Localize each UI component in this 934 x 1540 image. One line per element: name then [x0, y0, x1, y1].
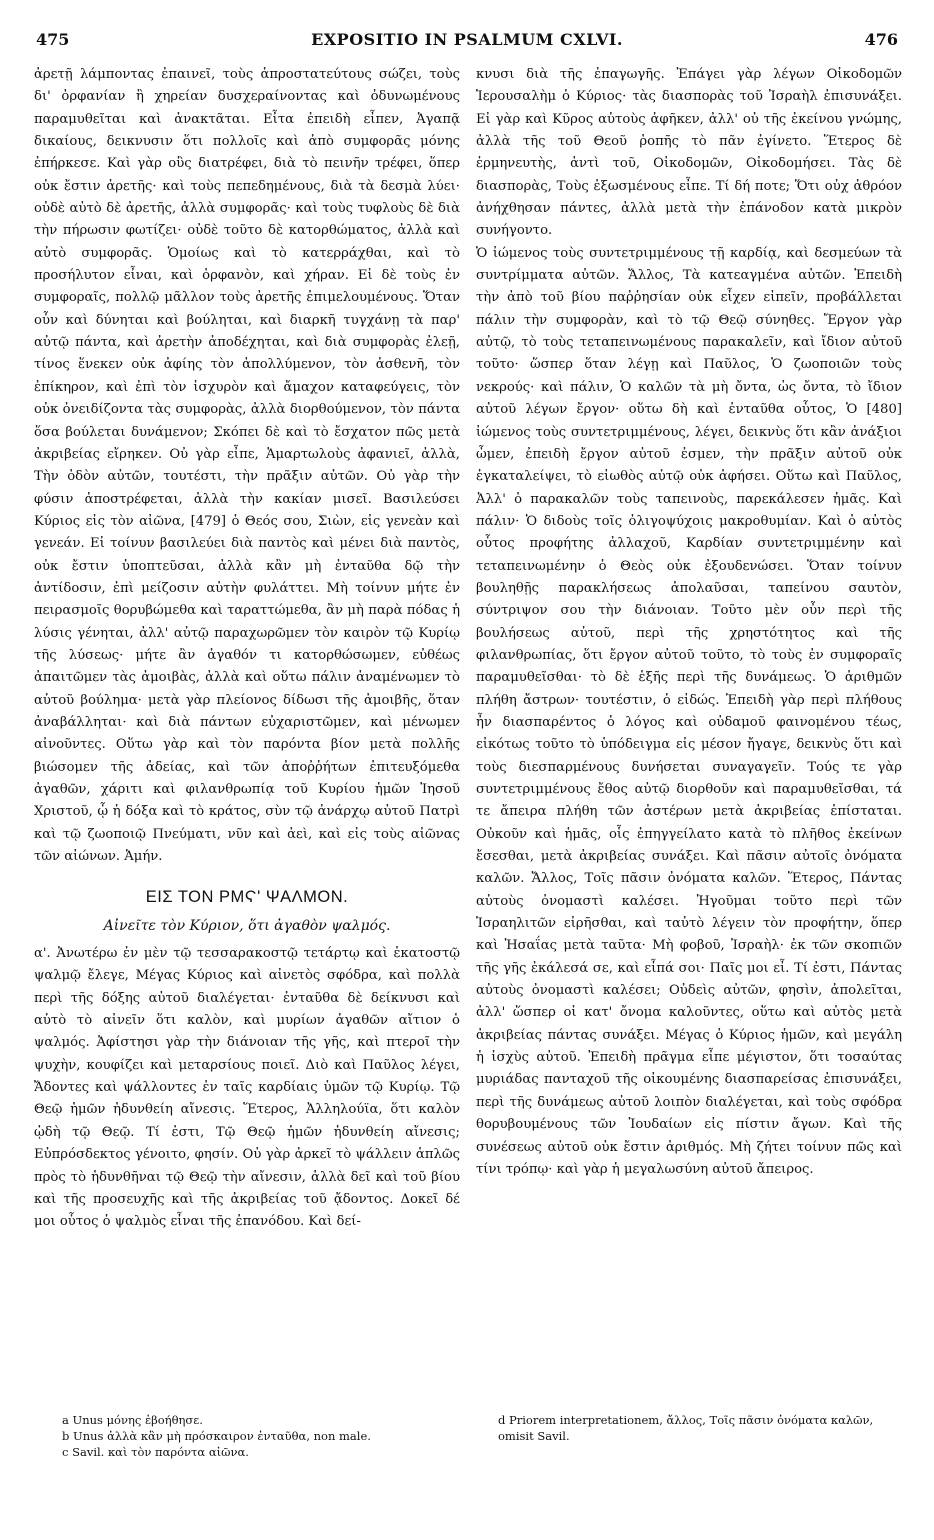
psalm-heading: ΕΙΣ ΤΟΝ ΡΜϚ' ΨΑΛΜΟΝ. — [145, 888, 349, 907]
footnote-b: b Unus ἀλλὰ κἂν μὴ πρόσκαιρον ἐνταῦθα, non male. — [62, 1429, 371, 1443]
left-paragraph-2: α'. Ἀνωτέρω ἐν μὲν τῷ τεσσαρακοστῷ τετάρτῳ καὶ ἑκατοστῷ ψαλμῷ ἔλεγε, Μέγας Κύριος καὶ αἰνετὸς σφόδρα, καὶ πολλὰ περὶ τῆς δόξης αὐτοῦ διαλέγεται· ἐνταῦθα δὲ δείκνυσι καὶ αὐτὸ τὸ αἰνεῖν ὅτι καλὸν, καὶ μυρίων ἀγαθῶν αἴτιον ὁ ψαλμός. Ἀφίστησι γὰρ τὴν διάνοιαν τῆς γῆς, καὶ πτεροῖ τὴν ψυχὴν, κουφίζει καὶ μεταρσίους ποιεῖ. Διὸ καὶ Παῦλος λέγει, Ἄδοντες καὶ ψάλλοντες ἐν ταῖς καρδίαις ὑμῶν τῷ Κυρίῳ. Τῷ Θεῷ ἡμῶν ἡδυνθείη αἴνεσις. Ἕτερος, Ἀλληλούϊα, ὅτι καλὸν ᾠδὴ τῷ Θεῷ. Τί ἐστι, Τῷ Θεῷ ἡμῶν ἡδυνθείη αἴνεσις; Εὐπρόσδεκτος γένοιτο, φησίν. Οὐ γὰρ ἀρκεῖ τὸ ψάλλειν ἁπλῶς πρὸς τὸ ἡδυνθῆναι τῷ Θεῷ τὴν αἴνεσιν, ἀλλὰ δεῖ καὶ τοῦ βίου καὶ τῆς προσευχῆς καὶ τῆς ἀκριβείας τοῦ ᾄδοντος. Δοκεῖ δέ μοι οὗτος ὁ ψαλμὸς εἶναι τῆς ἐπανόδου. Καὶ δεί- — [34, 946, 460, 1230]
left-paragraph-1: ἀρετῇ λάμποντας ἐπαινεῖ, τοὺς ἀπροστατεύτους σώζει, τοὺς δι' ὀρφανίαν ἢ χηρείαν δυσχεραίνοντας καὶ ὀδυνωμένους παραμυθεῖται καὶ ἀνακτᾶται. Εἶτα ἐπειδὴ εἶπεν, Ἀγαπᾷ δικαίους, δεικνυσιν ὅτι πολλοῖς καὶ ἀπὸ συμφορᾶς μόνης ἐπήρκεσε. Καὶ γὰρ οὓς διατρέφει, διὰ τὸ πεινῆν τρέφει, ὅπερ οὐκ ἔστιν ἀρετῆς· καὶ τοὺς πεπεδημένους, διὰ τὰ δεσμὰ λύει· οὐδὲ αὐτὸ δὲ ἀρετῆς, ἀλλὰ συμφορᾶς· καὶ τοὺς τυφλοὺς δὲ διὰ τὴν πήρωσιν φωτίζει· οὐδὲ τοῦτο δὲ κατορθώματος, ἀλλὰ καὶ αὐτὸ συμφορᾶς. Ὁμοίως καὶ τὸ κατερράχθαι, καὶ τὸ προσήλυτον εἶναι, καὶ ὀρφανὸν, καὶ χήραν. Εἰ δὲ τοὺς ἐν συμφοραῖς, πολλῷ μᾶλλον τοὺς ἀρετῆς ἐπιμελουμένους. Ὅταν οὖν καὶ δύνηται καὶ βούληται, καὶ διαρκῆ τυγχάνῃ τὰ παρ' αὐτῷ πάντα, καὶ ἀρετὴν ἀποδέχηται, καὶ διὰ συμφορὰς ἐλεῇ, τίνος ἕνεκεν οὐκ ἀφίης τὸν ἀπολλύμενον, τὸν ἀσθενῆ, τὸν ἐπίκηρον, καὶ ἐπὶ τὸν ἰσχυρὸν καὶ ἄμαχον καταφεύγεις, τὸν οὐκ ὀνειδίζοντα τὰς συμφορὰς, ἀλλὰ διορθούμενον, τὸν πάντα ὅσα βούλεται δυνάμενον; Σκόπει δὲ καὶ τὸ ἔσχατον πῶς μετὰ ἀκριβείας εἴρηκεν. Οὐ γὰρ εἶπε, Ἁμαρτωλοὺς ἀφανιεῖ, ἀλλὰ, Τὴν ὁδὸν αὐτῶν, τουτέστι, τὴν πρᾶξιν αὐτῶν. Οὐ γὰρ τὴν φύσιν ἀποστρέφεται, ἀλλὰ τὴν κακίαν μισεῖ. Βασιλεύσει Κύριος εἰς τὸν αἰῶνα, [479] ὁ Θεός σου, Σιὼν, εἰς γενεὰν καὶ γενεάν. Εἰ τοίνυν βασιλεύει διὰ παντὸς καὶ μένει διὰ παντὸς, οὐκ ἔστιν ὑποπτεῦσαι, ἀλλὰ κἂν μὴ ἐνταῦθα δῷ τὴν ἀντίδοσιν, ἐπὶ μείζοσιν αὐτὴν φυλάττει. Μὴ τοίνυν μήτε ἐν πειρασμοῖς θορυβώμεθα καὶ ταραττώμεθα, ἂν μὴ παρὰ πόδας ἡ λύσις γένηται, ἀλλ' αὐτῷ παραχωρῶμεν τὸν καιρὸν τῷ Κυρίῳ τῆς λύσεως· μήτε ἂν ἀγαθόν τι κατορθώσωμεν, εὐθέως ἀπαιτῶμεν τὰς ἀμοιβὰς, ἀλλὰ καὶ οὕτω πάλιν ἀναμένωμεν τὸ αὐτοῦ βούλημα· μετὰ γὰρ πλείονος δίδωσι τῆς ἀμοιβῆς, ὅταν ἀναβάλληται· καὶ διὰ πάντων εὐχαριστῶμεν, καὶ μένωμεν αἰνοῦντες. Οὕτω γὰρ καὶ τὸν παρόντα βίον μετὰ πολλῆς βιώσομεν τῆς ἀδείας, καὶ τῶν ἀποῤῥήτων ἐπιτευξόμεθα ἀγαθῶν, χάριτι καὶ φιλανθρωπίᾳ τοῦ Κυρίου ἡμῶν Ἰησοῦ Χριστοῦ, ᾧ ἡ δόξα καὶ τὸ κράτος, σὺν τῷ ἀνάρχῳ αὐτοῦ Πατρὶ καὶ τῷ ζωοποιῷ Πνεύματι, νῦν καὶ ἀεὶ, καὶ εἰς τοὺς αἰῶνας τῶν αἰώνων. Ἀμήν. — [34, 67, 460, 865]
right-paragraph-2: Ὁ ἰώμενος τοὺς συντετριμμένους τῇ καρδίᾳ, καὶ δεσμεύων τὰ συντρίμματα αὐτῶν. Ἄλλος, Τὰ κατεαγμένα αὐτῶν. Ἐπειδὴ τὴν ἀπὸ τοῦ βίου παῤῥησίαν οὐκ εἶχεν εἰπεῖν, προβάλλεται πάλιν τὴν συμφορὰν, καὶ τὸ τῷ Θεῷ σύνηθες. Ἔργον γὰρ αὐτῷ, τὸ τοὺς τεταπεινωμένους παρακαλεῖν, καὶ ἴδιον αὐτοῦ τοῦτο· ὥσπερ ὅταν λέγῃ καὶ Παῦλος, Ὁ ζωοποιῶν τοὺς νεκρούς· καὶ πάλιν, Ὁ καλῶν τὰ μὴ ὄντα, ὡς ὄντα, τὸ ἴδιον αὐτοῦ λέγων ἔργον· οὕτω δὴ καὶ ἐνταῦθα οὗτος, Ὁ [480] ἰώμενος τοὺς συντετριμμένους, λέγει, δεικνὺς ὅτι κἂν ἀνάξιοι ὦμεν, ἐπειδὴ ἔργον αὐτοῦ ἐσμεν, τὴν πρᾶξιν αὐτοῦ οὐκ ἐγκαταλείψει, τὸ εἰωθὸς αὐτῷ οὐκ ἀφήσει. Οὕτω καὶ Παῦλος, Ἀλλ' ὁ παρακαλῶν τοὺς ταπεινοὺς, παρεκάλεσεν ἡμᾶς. Καὶ πάλιν· Ὁ διδοὺς τοῖς ὀλιγοψύχοις μακροθυμίαν. Καὶ ὁ αὐτὸς οὗτος προφήτης ἀλλαχοῦ, Καρδίαν συντετριμμένην καὶ τεταπεινωμένην ὁ Θεὸς οὐκ ἐξουδενώσει. Ὅταν τοίνυν βουληθῇς παρακλήσεως ἀπολαῦσαι, ταπείνου σαυτὸν, σύντριψον σου τὴν διάνοιαν. Τοῦτο μὲν οὖν περὶ τῆς βουλήσεως αὐτοῦ, περὶ τῆς χρηστότητος καὶ τῆς φιλανθρωπίας, ὅτι ἔργον αὐτοῦ τοῦτο, τὸ τοὺς ἐν συμφοραῖς παραμυθεῖσθαι· τὸ δὲ ἑξῆς περὶ τῆς δυνάμεως. Ὁ ἀριθμῶν πλήθη ἄστρων· τουτέστιν, ὁ εἰδώς. Ἐπειδὴ γὰρ περὶ πλήθους ἦν διασπαρέντος ὁ λόγος καὶ οὐδαμοῦ φαινομένου τέως, εἰκότως τοῦτο τὸ ὑπόδειγμα εἰς μέσον ἤγαγε, δεικνὺς ὅτι καὶ τοὺς διεσπαρμένους δυνήσεται συναγαγεῖν. Τούς τε γὰρ συντετριμμένους ἔθος αὐτῷ διορθοῦν καὶ παραμυθεῖσθαι, τά τε ἄπειρα πλήθη τῶν ἀστέρων μετὰ ἀκριβείας ἐπίσταται. Οὐκοῦν καὶ ἡμᾶς, οἷς ἐπηγγείλατο κατὰ τὸ πλῆθος ἐκείνων ἔσεσθαι, μετὰ ἀκριβείας συνάξει. Καὶ πᾶσιν αὐτοῖς ὀνόματα καλῶν. Ἄλλος, Τοῖς πᾶσιν ὀνόματα καλῶν. Ἕτερος, Πάντας αὐτοὺς ὀνομαστὶ καλέσει. Ἡγοῦμαι τοῦτο περὶ τῶν Ἰσραηλιτῶν εἰρῆσθαι, καὶ ταὐτὸ λέγειν τὸν προφήτην, ὅπερ καὶ Ἡσαΐας μετὰ ταῦτα· Μὴ φοβοῦ, Ἰσραὴλ· ἐκ τῶν σκοπιῶν τῆς γῆς ἐκάλεσά σε, καὶ εἶπά σοι· Παῖς μοι εἶ. Τί ἐστι, Πάντας αὐτοὺς ὀνομαστὶ καλέσει; Οὐδεὶς αὐτῶν, φησὶν, ἀπολεῖται, ἀλλ' ὥσπερ οἱ κατ' ὄνομα καλοῦντες, οὕτω καὶ αὐτὸς μετὰ ἀκριβείας πάντας συνάξει. Μέγας ὁ Κύριος ἡμῶν, καὶ μεγάλη ἡ ἰσχὺς αὐτοῦ. Ἐπειδὴ πρᾶγμα εἶπε μέγιστον, ὅτι τοσαύτας μυριάδας πανταχοῦ τῆς οἰκουμένης διασπαρείσας ἐπισυνάξει, περὶ τῆς δυνάμεως αὐτοῦ λοιπὸν διαλέγεται, καὶ τοὺς σφόδρα θορυβουμένους τῶν Ἰουδαίων εἰς πίστιν ἄγων. Καὶ τῆς συνέσεως αὐτοῦ οὐκ ἔστιν ἀριθμός. Μὴ ζήτει τοίνυν πῶς καὶ τίνι τρόπῳ· καὶ γὰρ ἡ μεγαλωσύνη αὐτοῦ ἄπειρος. — [476, 245, 902, 1177]
left-column — [34, 64, 460, 1394]
psalm-subheading: Αἰνεῖτε τὸν Κύριον, ὅτι ἀγαθὸν ψαλμός. — [103, 917, 391, 934]
running-head — [36, 30, 898, 54]
footnotes-left — [62, 1412, 488, 1460]
page-title: EXPOSITIO IN PSALMUM CXLVI. — [311, 30, 623, 49]
right-paragraph-1: κνυσι διὰ τῆς ἐπαγωγῆς. Ἐπάγει γὰρ λέγων Οἰκοδομῶν Ἱερουσαλὴμ ὁ Κύριος· τὰς διασπορὰς τοῦ Ἰσραὴλ ἐπισυνάξει. Εἰ γὰρ καὶ Κῦρος αὐτοὺς ἀφῆκεν, ἀλλ' οὐ τῆς ἐκείνου γνώμης, ἀλλὰ τῆς τοῦ Θεοῦ ῥοπῆς τὸ πᾶν ἐγίνετο. Ἕτερος δὲ ἑρμηνευτὴς, ἀντὶ τοῦ, Οἰκοδομῶν, Οἰκοδομήσει. Τὰς δὲ διασπορὰς, Τοὺς ἐξωσμένους εἶπε. Τί δή ποτε; Ὅτι οὐχ ἀθρόον ἀνήχθησαν πάντες, ἀλλὰ μετὰ τὴν ἐπάνοδον κατὰ μικρὸν συνήγοντο. — [476, 67, 902, 239]
footnote-c: c Savil. καὶ τὸν παρόντα αἰῶνα. — [62, 1445, 249, 1459]
page-number-right: 476 — [864, 30, 898, 49]
right-column — [476, 64, 902, 1394]
footnote-a: a Unus μόνης ἐβοήθησε. — [62, 1413, 203, 1427]
page-number-left: 475 — [36, 30, 70, 49]
footnotes-right — [498, 1412, 898, 1444]
footnote-d: d Priorem interpretationem, ἄλλος, Τοῖς πᾶσιν ὀνόματα καλῶν, omisit Savil. — [498, 1413, 874, 1443]
